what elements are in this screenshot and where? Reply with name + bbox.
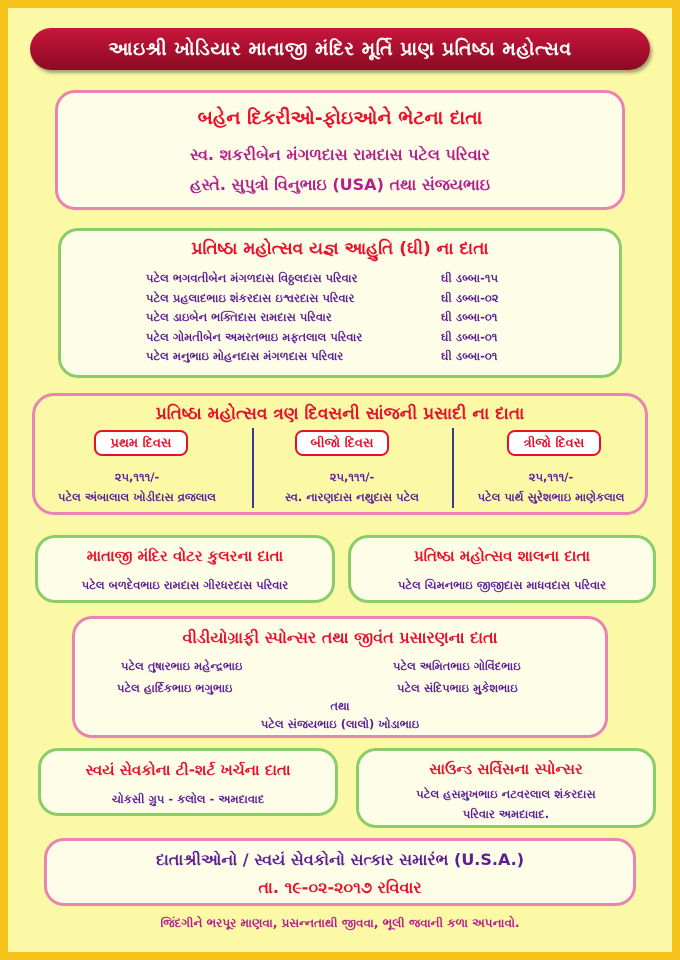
- gift-donor-box: [55, 90, 625, 210]
- video-box: [72, 616, 608, 738]
- video-title: વીડીયોગ્રાફી સ્પોન્સર તથા જીવંત પ્રસારણના દાતા: [182, 628, 498, 647]
- yagna-row-name: પટેલ ગોમતીબેન અમરતભાઇ મફતલાલ પરિવાર: [146, 329, 363, 344]
- video-right2: પટેલ સંદિપભાઇ મુકેશભાઇ: [397, 681, 518, 695]
- yagna-row-name: પટેલ મનુભાઇ મોહનદાસ મંગળદાસ પરિવાર: [146, 349, 344, 363]
- day3-amount: ૨૫,૧૧૧/-: [528, 470, 574, 484]
- yagna-row-qty: ઘી ડબ્બા-૦૧: [441, 329, 498, 344]
- felicitation-title: દાતાશ્રીઓનો / સ્વયં સેવકોનો સત્કાર સમારંભ (U.S.A.): [155, 850, 525, 869]
- yagna-row-qty: ઘી ડબ્બા-૧૫: [441, 271, 499, 285]
- day3-donor: પટેલ પાર્થ સુરેશભાઇ માણેકલાલ: [477, 490, 625, 504]
- day1-amount: ૨૫,૧૧૧/-: [114, 470, 160, 484]
- gift-donor-line2: હસ્તે. સુપુત્રો વિનુભાઇ (USA) તથા સંજયભાઇ: [189, 175, 491, 194]
- yagna-quantities: [441, 269, 499, 367]
- day2-amount: ૨૫,૧૧૧/-: [329, 470, 375, 484]
- video-right1: પટેલ અમિતભાઇ ગોવિંદભાઇ: [393, 659, 521, 673]
- tshirt-title: સ્વયં સેવકોના ટી-શર્ટ ખર્ચના દાતા: [85, 761, 291, 779]
- header-title: આઇશ્રી ખોડિયાર માતાજી મંદિર મૂર્તિ પ્રાણ પ્રતિષ્ઠા મહોત્સવ: [108, 38, 572, 60]
- sound-title: સાઉન્ડ સર્વિસના સ્પોન્સર: [429, 760, 583, 778]
- felicitation-date: તા. ૧૯-૦૨-૨૦૧૭ રવિવાર: [258, 878, 422, 897]
- footer-quote: જિંદગીને ભરપૂર માણવા, પ્રસન્નતાથી જીવવા, ભૂલી જવાની કળા અપનાવો.: [160, 916, 520, 930]
- sound-line2: પરિવાર અમદાવાદ.: [462, 807, 550, 821]
- yagna-donor-box: [58, 228, 622, 378]
- yagna-row-qty: ઘી ડબ્બા-૦૧: [441, 349, 498, 363]
- header-banner: [30, 28, 650, 70]
- day2-label: બીજો દિવસ: [310, 435, 374, 451]
- day2-badge: [295, 430, 389, 456]
- shawl-title: પ્રતિષ્ઠા મહોત્સવ શાલના દાતા: [413, 547, 591, 565]
- day3-label: ત્રીજો દિવસ: [523, 435, 585, 451]
- prasadi-title: પ્રતિષ્ઠા મહોત્સવ ત્રણ દિવસની સાંજની પ્રસાદી ના દાતા: [155, 404, 525, 424]
- day1-label: પ્રથમ દિવસ: [110, 435, 172, 451]
- gift-donor-title: બહેન દિકરીઓ-ફોઇઓને ભેટના દાતા: [197, 107, 483, 129]
- water-cooler-box: [35, 535, 335, 603]
- yagna-row-qty: ઘી ડબ્બા-૦૨: [441, 290, 499, 305]
- yagna-row-name: પટેલ પ્રહલાદભાઇ શંકરદાસ ઇશ્વરદાસ પરિવાર: [146, 290, 355, 305]
- yagna-row-qty: ઘી ડબ્બા-૦૧: [441, 310, 498, 324]
- yagna-title: પ્રતિષ્ઠા મહોત્સવ યજ્ઞ આહુતિ (ઘી) ના દાતા: [191, 239, 489, 259]
- shawl-donor: પટેલ ચિમનભાઇ જીજીદાસ માધવદાસ પરિવાર: [397, 578, 607, 592]
- sound-box: [356, 748, 656, 828]
- video-last: પટેલ સંજયભાઇ (લાલો) ખોડાભાઇ: [260, 717, 420, 731]
- day2-donor: સ્વ. નારણદાસ નથુદાસ પટેલ: [285, 490, 419, 504]
- day1-donor: પટેલ અંબાલાલ ખોડીદાસ વ્રજલાલ: [58, 490, 216, 504]
- yagna-names: [146, 269, 362, 367]
- yagna-row-name: પટેલ ડાઇબેન ભક્તિદાસ રામદાસ પરિવાર: [146, 310, 332, 324]
- video-left1: પટેલ તુષારભાઇ મહેન્દ્રભાઇ: [121, 659, 243, 673]
- tshirt-box: [38, 748, 338, 816]
- video-and: તથા: [330, 699, 350, 713]
- water-cooler-donor: પટેલ બળદેવભાઇ રામદાસ ગીરધરદાસ પરિવાર: [81, 578, 289, 592]
- felicitation-box: [44, 838, 636, 906]
- yagna-row-name: પટેલ ભગવતીબેન મંગળદાસ વિઠ્ઠલદાસ પરિવાર: [146, 271, 358, 285]
- water-cooler-title: માતાજી મંદિર વોટર કુલરના દાતા: [86, 547, 284, 565]
- prasadi-days: [32, 418, 648, 514]
- day3-badge: [507, 430, 601, 456]
- day1-badge: [94, 430, 188, 456]
- gift-donor-line1: સ્વ. શકરીબેન મંગળદાસ રામદાસ પટેલ પરિવાર: [190, 145, 490, 164]
- shawl-box: [348, 535, 656, 603]
- tshirt-donor: ચોકસી ગ્રુપ - કલોલ - અમદાવાદ: [111, 792, 265, 806]
- sound-line1: પટેલ હસમુખભાઇ નટવરલાલ શંકરદાસ: [416, 787, 596, 801]
- video-left2: પટેલ હાર્દિકભાઇ ભગુભાઇ: [117, 681, 233, 695]
